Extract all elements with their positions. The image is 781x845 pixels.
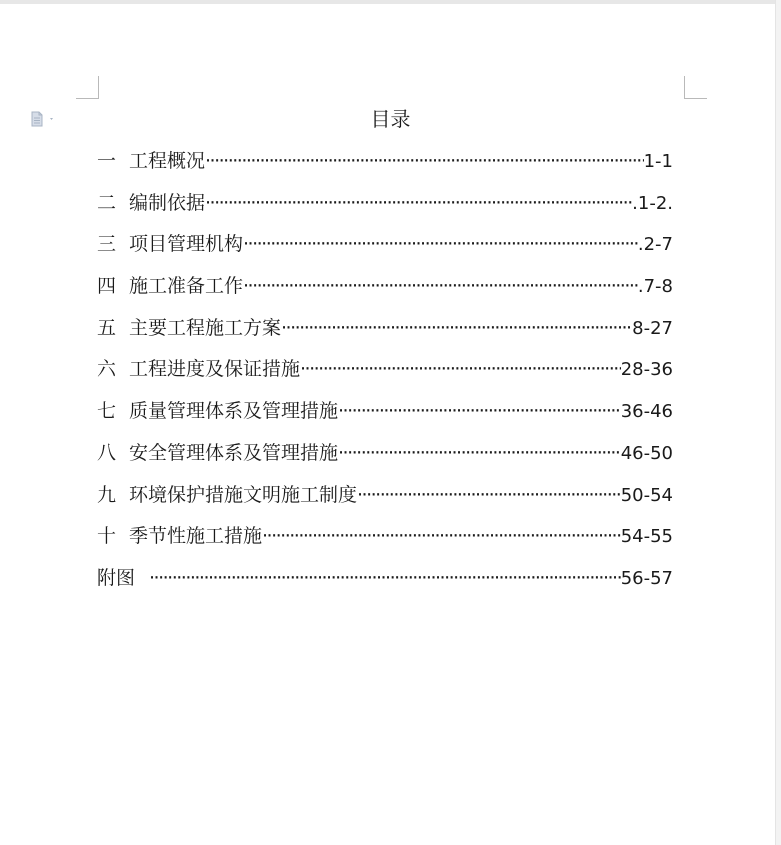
toc-entry-page: 1-1 [643,151,673,172]
toc-entry-text: 安全管理体系及管理措施 [129,441,339,464]
toc-entry-page: 56-57 [620,567,673,589]
toc-entry-number: 六 [97,358,117,381]
margin-corner-mark-right [684,76,707,99]
toc-entry[interactable] [97,229,673,271]
toc-leader-dots [205,192,632,214]
table-of-contents [97,146,673,605]
toc-leader-dots [281,317,632,339]
toc-entry[interactable] [97,563,673,605]
toc-entry[interactable] [97,438,673,480]
toc-leader-dots [262,525,621,547]
toc-entry[interactable] [97,396,673,438]
toc-entry-page: 50-54 [620,484,673,506]
toc-entry-text: 质量管理体系及管理措施 [129,400,339,423]
toc-entry-text: 编制依据 [129,191,206,214]
toc-leader-dots [338,400,621,422]
toc-leader-dots [243,233,638,255]
toc-entry-page: 28-36 [620,359,673,381]
toc-entry-text: 主要工程施工方案 [129,316,282,339]
toc-entry-text: 季节性施工措施 [129,525,263,548]
toc-entry-number: 二 [97,191,117,214]
toc-entry-text: 项目管理机构 [129,233,244,256]
toc-entry-page: .1-2. [632,192,673,214]
toc-entry-text: 附图 [97,566,136,589]
toc-entry-page: 36-46 [620,401,673,423]
toc-entry-number: 五 [97,316,117,339]
toc-entry-text: 施工准备工作 [129,275,244,298]
toc-entry-text: 环境保护措施文明施工制度 [129,483,358,506]
toc-entry-number: 十 [97,525,117,548]
toc-leader-dots [338,442,621,464]
toc-entry-number: 八 [97,441,117,464]
toc-leader-dots [357,484,621,506]
toc-entry-page: .2-7 [637,234,673,256]
toc-entry-page: .7-8 [637,276,673,298]
toc-entry-number: 一 [97,150,117,172]
toc-entry-number: 七 [97,400,117,423]
toc-title: 目录 [370,107,411,131]
toc-entry[interactable] [97,313,673,355]
top-border [0,0,781,4]
toc-leader-dots [300,358,621,380]
toc-entry[interactable] [97,188,673,230]
margin-corner-mark-left [76,76,99,99]
toc-entry-number: 九 [97,483,117,506]
toc-entry-page: 46-50 [620,442,673,464]
toc-entry[interactable] [97,521,673,563]
toc-entry[interactable] [97,271,673,313]
toc-entry-number: 三 [97,233,117,256]
toc-entry[interactable] [97,480,673,522]
toc-entry[interactable] [97,354,673,396]
toc-entry-text: 工程进度及保证措施 [129,358,301,381]
toc-entry-page: 54-55 [620,526,673,548]
toc-leader-dots [243,275,638,297]
toc-entry[interactable] [97,146,673,188]
toc-entry-text: 工程概况 [129,150,206,172]
toc-entry-number: 四 [97,275,117,298]
toc-leader-dots [205,150,644,172]
toc-entry-page: 8-27 [632,317,673,339]
toc-leader-dots [149,567,621,589]
